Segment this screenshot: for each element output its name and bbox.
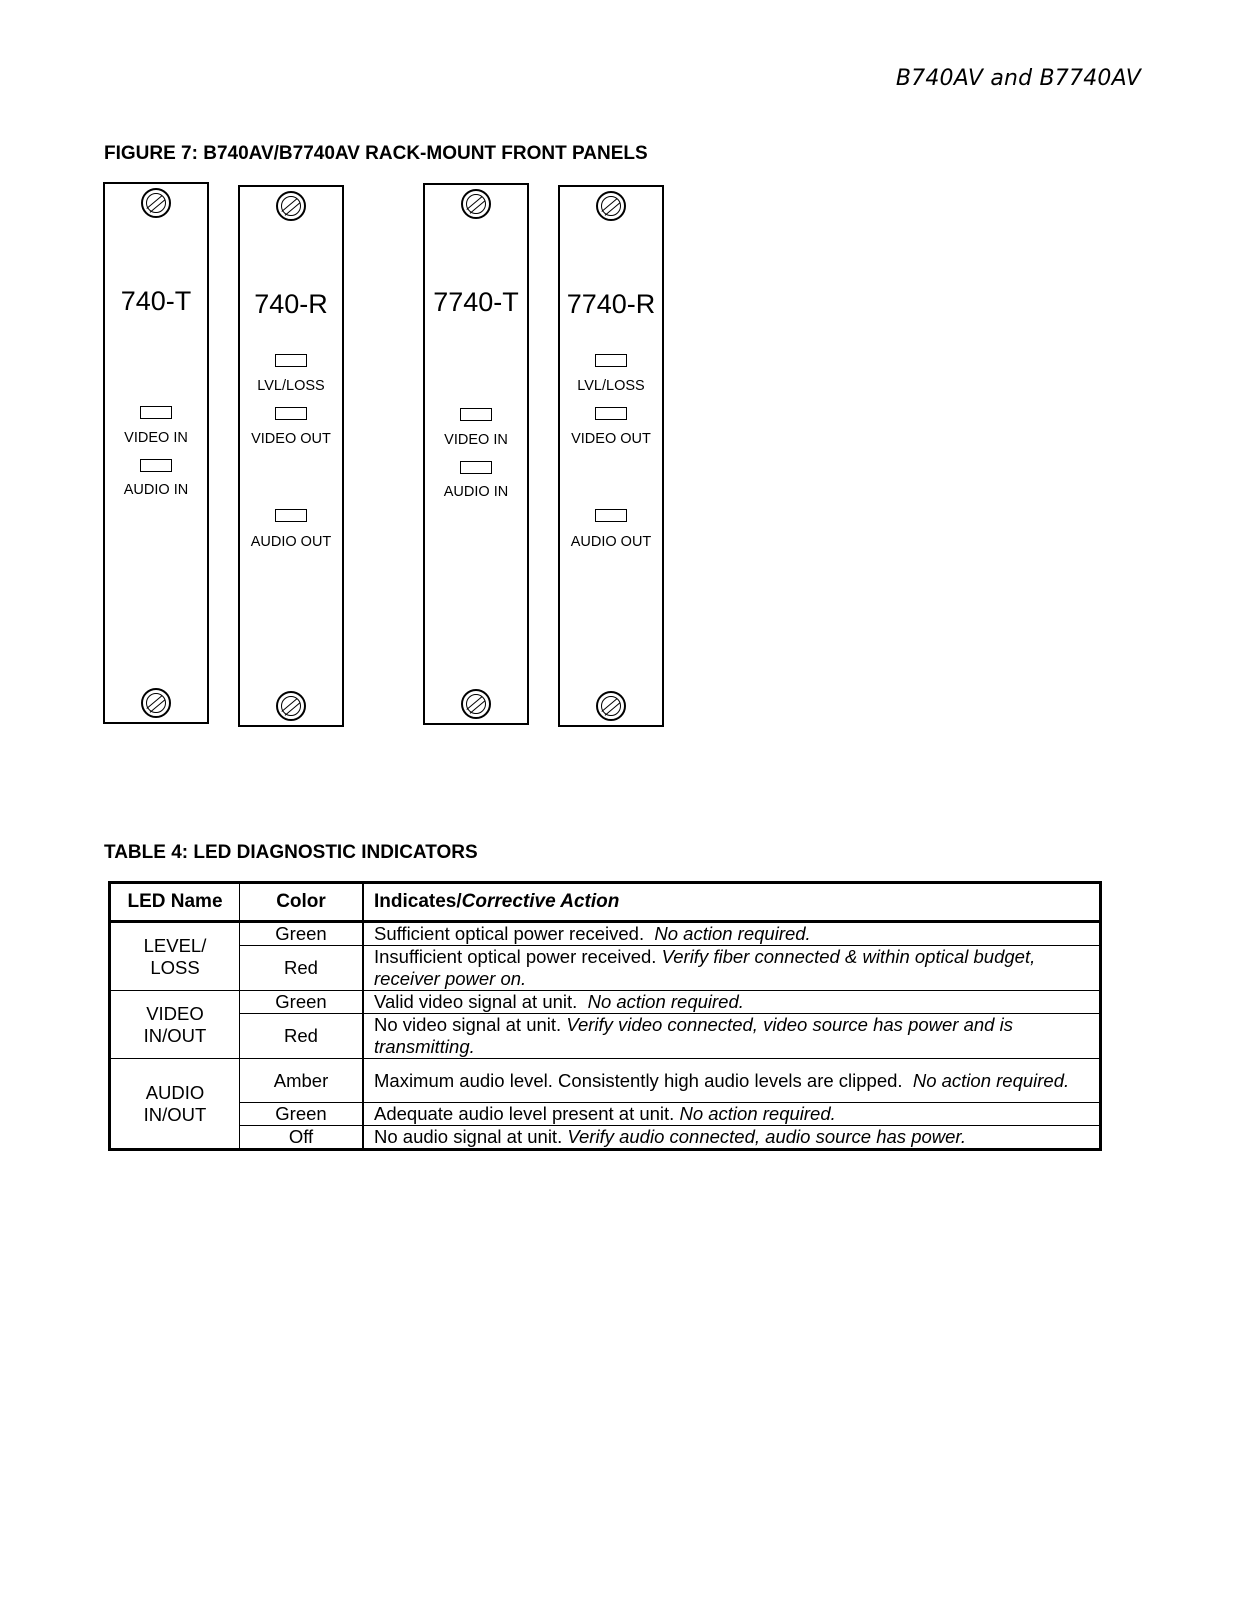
indicates-cell <box>363 991 1101 1014</box>
led-diagnostic-table <box>108 881 1102 1151</box>
led-indicator-icon <box>460 408 492 421</box>
led-name-line: IN/OUT <box>143 1103 207 1125</box>
color-cell: Amber <box>240 1059 364 1103</box>
led-name-line: LOSS <box>150 956 200 978</box>
color-cell: Off <box>240 1126 364 1150</box>
led-indicator-icon <box>140 459 172 472</box>
color-cell: Red <box>240 1014 364 1059</box>
table-row <box>110 1103 1101 1126</box>
panel-name: 740-T <box>120 286 192 316</box>
led-label: VIDEO OUT <box>251 431 331 447</box>
led-name-line: VIDEO <box>146 1002 204 1024</box>
led-name-line: AUDIO <box>145 1081 205 1103</box>
panel-7740-t <box>423 183 529 725</box>
action-text: No action required. <box>654 923 811 944</box>
color-cell: Green <box>240 922 364 946</box>
screw-icon <box>461 189 491 219</box>
led-label: LVL/LOSS <box>257 378 325 394</box>
header-corrective-label: Corrective Action <box>461 891 620 912</box>
document-header-title: B740AV and B7740AV <box>895 66 1141 91</box>
led-label: AUDIO IN <box>123 482 189 498</box>
indicates-text: No audio signal at unit. <box>374 1126 568 1147</box>
front-panels-figure <box>0 0 1237 760</box>
screw-icon <box>596 191 626 221</box>
led-indicator-icon <box>595 354 627 367</box>
indicates-text: Insufficient optical power received. <box>374 946 662 967</box>
led-label: AUDIO OUT <box>570 534 652 550</box>
led-indicator-icon <box>275 407 307 420</box>
led-label: VIDEO IN <box>444 432 508 448</box>
led-name-cell <box>110 922 240 991</box>
indicates-text: Valid video signal at unit. <box>374 991 588 1012</box>
led-indicator-icon <box>140 406 172 419</box>
led-name-line: LEVEL/ <box>143 934 207 956</box>
color-cell: Green <box>240 991 364 1014</box>
panel-740-t <box>103 182 209 724</box>
table-header-row <box>110 883 1101 922</box>
table-row <box>110 1014 1101 1059</box>
table-row <box>110 1059 1101 1103</box>
indicates-text: No video signal at unit. <box>374 1014 567 1035</box>
indicates-cell <box>363 922 1101 946</box>
action-text: Verify video connected, video source has power and is transmitting. <box>374 1014 1013 1057</box>
screw-icon <box>461 689 491 719</box>
color-cell: Green <box>240 1103 364 1126</box>
table-row <box>110 946 1101 991</box>
panel-name: 7740-R <box>566 289 656 319</box>
led-label: AUDIO OUT <box>250 534 332 550</box>
panel-740-r <box>238 185 344 727</box>
header-indicates <box>363 883 1101 922</box>
table-title: TABLE 4: LED DIAGNOSTIC INDICATORS <box>104 842 478 863</box>
screw-icon <box>141 188 171 218</box>
table-row <box>110 1126 1101 1150</box>
indicates-cell <box>363 1103 1101 1126</box>
screw-icon <box>276 691 306 721</box>
led-indicator-icon <box>275 509 307 522</box>
indicates-cell <box>363 946 1101 991</box>
led-indicator-icon <box>275 354 307 367</box>
action-text: No action required. <box>679 1103 836 1124</box>
led-label: LVL/LOSS <box>577 378 645 394</box>
led-indicator-icon <box>460 461 492 474</box>
panel-7740-r <box>558 185 664 727</box>
led-label: VIDEO OUT <box>571 431 651 447</box>
led-name-cell <box>110 1059 240 1150</box>
action-text: Verify fiber connected & within optical budget, receiver power on. <box>374 946 1036 989</box>
header-indicates-label: Indicates/ <box>374 891 462 912</box>
action-text: No action required. <box>587 991 744 1012</box>
indicates-text: Adequate audio level present at unit. <box>374 1103 680 1124</box>
indicates-cell <box>363 1126 1101 1150</box>
header-color: Color <box>240 883 364 922</box>
led-indicator-icon <box>595 407 627 420</box>
figure-title: FIGURE 7: B740AV/B7740AV RACK-MOUNT FRONT PANELS <box>104 143 648 164</box>
panel-name: 7740-T <box>433 287 519 317</box>
indicates-text: Sufficient optical power received. <box>374 923 655 944</box>
led-indicator-icon <box>595 509 627 522</box>
indicates-cell <box>363 1014 1101 1059</box>
screw-icon <box>141 688 171 718</box>
table-row <box>110 991 1101 1014</box>
led-label: AUDIO IN <box>443 484 509 500</box>
action-text: Verify audio connected, audio source has power. <box>567 1126 967 1147</box>
indicates-text: Maximum audio level. Consistently high audio levels are clipped. <box>374 1069 913 1091</box>
led-name-line: IN/OUT <box>143 1024 207 1046</box>
panel-name: 740-R <box>254 289 328 319</box>
table-row <box>110 922 1101 946</box>
screw-icon <box>276 191 306 221</box>
led-label: VIDEO IN <box>124 430 188 446</box>
action-text: No action required. <box>912 1069 1070 1091</box>
indicates-cell <box>363 1059 1101 1103</box>
led-name-cell <box>110 991 240 1059</box>
screw-icon <box>596 691 626 721</box>
color-cell: Red <box>240 946 364 991</box>
header-led-name: LED Name <box>110 883 240 922</box>
